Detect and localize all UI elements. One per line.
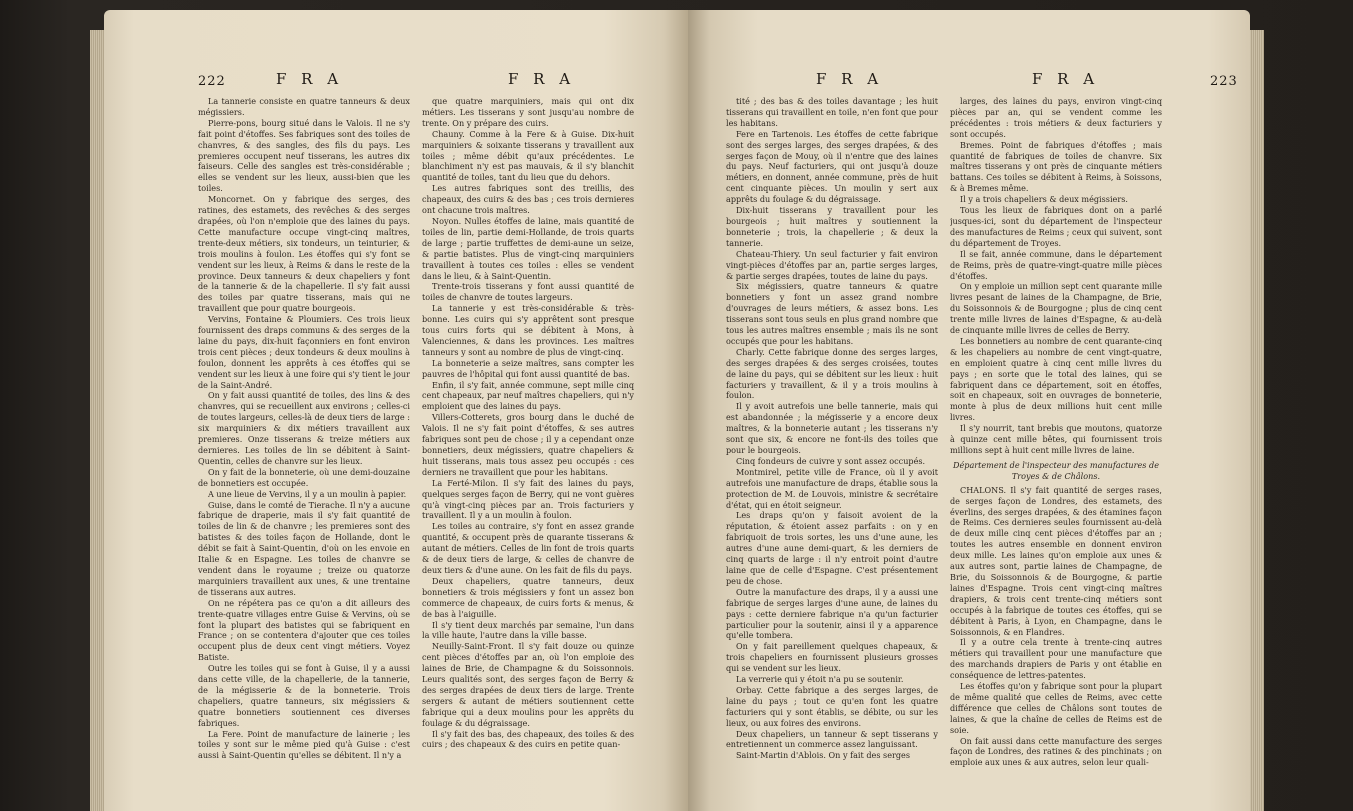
left-running-title-1: F R A [276,70,344,88]
paragraph: Les bonnetiers au nombre de cent quarante-cinq & les chapeliers au nombre de cent vingt-quatre, en emploient quatre à cinq cent mille livres du pays ; en sorte que le total des laines, qui se fabriquent dans ce département, soit en étoffes, soit en chapeaux, soit en ouvrages de bonneterie, monte à plus de deux millions huit cent mille livres. [950,335,1162,423]
paragraph: La tannerie y est très-considérable & très-bonne. Les cuirs qui s'y apprêtent sont presque tous cuirs forts qui se débitent à Mons, à Valenciennes, & dans les provinces. Les maîtres tanneurs y sont au nombre de plus de vingt-cinq. [422,303,634,357]
paragraph: Dix-huit tisserans y travaillent pour les bourgeois ; huit maîtres y soutiennent la bonneterie ; trois, la chapellerie ; & deux la tannerie. [726,205,938,248]
left-column-2 [422,96,634,801]
paragraph: Pierre-pons, bourg situé dans le Valois. Il ne s'y fait point d'étoffes. Ses fabriques sont des toiles de chanvres, & des sangles, des fils du pays. Les premieres occupent neuf tisserans, les autres dix faiseurs. Celle des sangles est très-considérable ; elles se vendent sur les lieux, aussi-bien que les toiles. [198,117,410,194]
paragraph: Il se fait, année commune, dans le département de Reims, près de quatre-vingt-quatre mille pièces d'étoffes. [950,248,1162,281]
paragraph: Villers-Cotterets, gros bourg dans le duché de Valois. Il ne s'y fait point d'étoffes, & ses autres fabriques sont peu de chose ; il y a cependant onze bonnetiers, deux mégissiers, quatre chapeliers & huit tisserans, mais tous assez peu occupés : ces derniers ne travaillent que pour les habitans. [422,412,634,477]
paragraph: Bremes. Point de fabriques d'étoffes ; mais quantité de fabriques de toiles de chanvre. Six maîtres tisserans y ont près de cinquante métiers battans. Ces toiles se débitent à Reims, à Soissons, & à Bremes même. [950,139,1162,194]
paragraph: Chateau-Thiery. Un seul facturier y fait environ vingt-pièces d'étoffes par an, partie serges larges, & partie serges drapées, toutes de laine du pays. [726,248,938,281]
paragraph: Neuilly-Saint-Front. Il s'y fait douze ou quinze cent pièces d'étoffes par an, où l'on emploie des laines de Brie, de Champagne & du Soissonnois. Leurs qualités sont, des serges façon de Berry & des serges drapées de deux tiers de large. Trente sergers & autant de métiers soutiennent cette fabrique qui a deux moulins pour les apprêts du foulage & du dégraissage. [422,641,634,728]
right-running-title-1: F R A [816,70,884,88]
paragraph: Outre les toiles qui se font à Guise, il y a aussi dans cette ville, de la chapellerie, de la tannerie, de la mégisserie & de la bonneterie. Trois chapeliers, quatre tanneurs, six mégissiers & quatre bonnetiers soutiennent ces diverses fabriques. [198,663,410,728]
right-page [688,10,1250,811]
paragraph: Deux chapeliers, quatre tanneurs, deux bonnetiers & trois mégissiers y font un assez bon commerce de chapeaux, de cuirs forts & menus, & de bas à l'aiguille. [422,575,634,619]
paragraph: La verrerie qui y étoit n'a pu se soutenir. [736,674,904,685]
paragraph: que quatre marquiniers, mais qui ont dix métiers. Les tisserans y sont jusqu'au nombre de trente. On y prépare des cuirs. [422,96,634,128]
paragraph: Il y a trois chapeliers & deux mégissiers. [960,194,1128,205]
paragraph: Les toiles au contraire, s'y font en assez grande quantité, & occupent près de quarante tisserans & autant de métiers. Celles de lin font de trois quarts & de deux tiers de large, & celles de chanvre de deux tiers & d'une aune. On les fait de fils du pays. [422,521,634,575]
paragraph: Il y avoit autrefois une belle tannerie, mais qui est abandonnée ; la mégisserie y a encore deux maîtres, & la bonneterie autant ; les tisserans n'y sont que six, & encore ne font-ils des toiles que pour le bourgeois. [726,401,938,455]
paragraph: Tous les lieux de fabriques dont on a parlé jusques-ici, sont du département de l'inspecteur des manufactures de Reims ; ceux qui suivent, sont du département de Troyes. [950,205,1162,248]
right-running-head [688,70,1250,92]
paragraph: Montmirel, petite ville de France, où il y avoit autrefois une manufacture de draps, établie sous la protection de M. de Louvois, ministre & secrétaire d'état, qui en étoit seigneur. [726,466,938,510]
left-column-1 [198,96,410,801]
right-column-1 [726,96,938,801]
paragraph: On y fait pareillement quelques chapeaux, & trois chapeliers en fournissent plusieurs grosses qui se vendent sur les lieux. [726,641,938,674]
right-page-edge [1250,30,1264,811]
paragraph: On fait aussi dans cette manufacture des serges façon de Londres, des ratines & des pinchinats ; on emploie aux unes & aux autres, selon leur quali- [950,735,1162,768]
paragraph: Trente-trois tisserans y font aussi quantité de toiles de chanvre de toutes largeurs. [422,281,634,303]
paragraph: On y emploie un million sept cent quarante mille livres pesant de laines de la Champagne, de Brie, du Soissonnois & de Bourgogne ; plus de cinq cent trente mille livres de laines d'Espagne, & au-delà de cinquante mille livres de celles de Berry. [950,281,1162,336]
paragraph: Il s'y fait des bas, des chapeaux, des toiles & des cuirs ; des chapeaux & des cuirs en petite quan- [422,728,634,750]
paragraph: La bonneterie a seize maîtres, sans compter les pauvres de l'hôpital qui font aussi quantité de bas. [422,357,634,379]
paragraph: Enfin, il s'y fait, année commune, sept mille cinq cent chapeaux, par neuf maîtres chapeliers, qui n'y emploient que des laines du pays. [422,379,634,412]
right-column-2 [950,96,1162,801]
left-page-number: 222 [198,74,226,89]
left-running-title-2: F R A [508,70,576,88]
paragraph: On ne répétera pas ce qu'on a dit ailleurs des trente-quatre villages entre Guise & Vervins, où se font la plupart des batistes qui se fabriquent en France ; on se contentera d'ajouter que ces toiles occupent plus de deux cent vingt métiers. Voyez Batiste. [198,597,410,663]
paragraph: On y fait aussi quantité de toiles, des lins & des chanvres, qui se recueillent aux environs ; celles-ci de toutes largeurs, celles-là de deux tiers de large : six marquiniers & dix métiers travaillent aux premieres. Onze tisserans & treize métiers aux dernieres. Les toiles de lin se débitent à Saint-Quentin, celles de chanvre sur les lieux. [198,390,410,466]
paragraph: Guise, dans le comté de Tierache. Il n'y a aucune fabrique de draperie, mais il s'y fait quantité de toiles de lin & de chanvre ; les premieres sont des batistes & des toiles façon de Hollande, dont le débit se fait à Saint-Quentin, d'où on les envoie en Italie & en Espagne. Les toiles de chanvre se vendent dans le royaume ; treize ou quatorze marquiniers travaillent aux unes, & une trentaine de tisserans aux autres. [198,499,410,597]
paragraph: tité ; des bas & des toiles davantage ; les huit tisserans qui travaillent en toile, n'en font que pour les habitans. [726,96,938,128]
paragraph: La Ferté-Milon. Il s'y fait des laines du pays, quelques serges façon de Berry, qui ne vont guères qu'à vingt-cinq pièces par an. Trois facturiers y travaillent. Il y a un moulin à foulon. [422,477,634,521]
paragraph: Il s'y nourrit, tant brebis que moutons, quatorze à quinze cent mille bêtes, qui fournissent trois millions sept à huit cent mille livres de laine. [950,423,1162,455]
paragraph: Charly. Cette fabrique donne des serges larges, des serges drapées & des serges croisées, toutes de laine du pays, qui se débitent sur les lieux : huit facturiers y travaillent, & il y a trois moulins à foulon. [726,346,938,401]
right-page-number: 223 [1210,74,1238,89]
paragraph: La tannerie consiste en quatre tanneurs & deux mégissiers. [198,96,410,117]
paragraph: Il y a outre cela trente à trente-cinq autres métiers qui travaillent pour une manufacture que des marchands drapiers de Paris y ont établie en conséquence de lettres-patentes. [950,637,1162,681]
paragraph: Fere en Tartenois. Les étoffes de cette fabrique sont des serges larges, des serges drapées, & des serges façon de Mouy, où il n'entre que des laines du pays. Neuf facturiers, qui ont jusqu'à douze métiers, en donnent, année commune, près de huit cent cinquante pièces. Un moulin y sert aux apprêts du foulage & du dégraissage. [726,128,938,205]
paragraph: Deux chapeliers, un tanneur & sept tisserans y entretiennent un commerce assez languissant. [726,728,938,750]
paragraph: Les étoffes qu'on y fabrique sont pour la plupart de même qualité que celles de Reims, avec cette différence que celles de Châlons sont toutes de laines, & que la chaîne de celles de Reims est de soie. [950,681,1162,735]
right-running-title-2: F R A [1032,70,1100,88]
paragraph: On y fait de la bonneterie, où une demi-douzaine de bonnetiers est occupée. [198,466,410,488]
paragraph: Chauny. Comme à la Fere & à Guise. Dix-huit marquiniers & soixante tisserans y travaillent aux toiles ; même débit qu'aux précédentes. Le blanchiment n'y est pas mauvais, & il s'y blanchit quantité de toiles, tant du lieu que du dehors. [422,128,634,183]
paragraph: Noyon. Nulles étoffes de laine, mais quantité de toiles de lin, partie demi-Hollande, de trois quarts de large ; partie truffettes de demi-aune un seize, & partie batistes. Plus de vingt-cinq marquiniers travaillent à toutes ces toiles : elles se vendent dans le lieu, & à Saint-Quentin. [422,215,634,281]
paragraph: La Fere. Point de manufacture de lainerie ; les toiles y sont sur le même pied qu'à Guise : c'est aussi à Saint-Quentin qu'elles se débitent. Il n'y a [198,728,410,761]
paragraph: A une lieue de Vervins, il y a un moulin à papier. [208,488,407,499]
paragraph: larges, des laines du pays, environ vingt-cinq pièces par an, qui se vendent comme les précédentes : trois métiers & deux facturiers y sont occupés. [950,96,1162,139]
paragraph: Orbay. Cette fabrique a des serges larges, de laine du pays ; tout ce qu'en font les quatre facturiers qui y sont établis, se débite, ou sur les lieux, ou aux foires des environs. [726,684,938,728]
paragraph: Vervins, Fontaine & Ploumiers. Ces trois lieux fournissent des draps communs & des serges de la laine du pays, dix-huit façonniers en font environ trois cent pièces ; deux tondeurs & deux moulins à foulon, donnent les apprêts à ces étoffes qui se vendent sur les lieux à une foire qui s'y tient le jour de la Saint-André. [198,314,410,390]
left-page [104,10,688,811]
paragraph: Outre la manufacture des draps, il y a aussi une fabrique de serges larges d'une aune, de laines du pays : cette derniere fabrique n'a qu'un facturier particulier pour la soutenir, ainsi il y a apparence qu'elle tombera. [726,586,938,641]
paragraph: Moncornet. On y fabrique des serges, des ratines, des estamets, des revêches & des serges drapées, où l'on n'emploie que des laines du pays. Cette manufacture occupe vingt-cinq maîtres, trente-deux métiers, six tondeurs, un teinturier, & trois moulins à foulon. Les étoffes qui s'y font se vendent sur les lieux, à Reims & dans le reste de la province. Deux tanneurs & deux chapeliers y font de la tannerie & de la chapellerie. Il s'y fait aussi des toiles par quatre tisserans, mais qui ne travaillent que pour quatre bourgeois. [198,194,410,314]
paragraph: Les autres fabriques sont des treillis, des chapeaux, des cuirs & des bas ; ces trois dernieres ont chacune trois maîtres. [422,183,634,216]
paragraph: Il s'y tient deux marchés par semaine, l'un dans la ville haute, l'autre dans la ville basse. [422,619,634,641]
paragraph: CHALONS. Il s'y fait quantité de serges rases, de serges façon de Londres, des estamets, des éverlins, des serges drapées, & des étamines façon de Reims. Ces dernieres seules fournissent au-delà de deux mille cinq cent pièces d'étoffes par an ; toutes les autres ensemble en donnent environ deux mille. Les laines qu'on emploie aux unes & aux autres sont, partie laines de Champagne, de Brie, du Soissonnois & de Bourgogne, & partie laines d'Espagne. Trois cent vingt-cinq maîtres drapiers, & trois cent trente-cinq métiers sont occupés à la fabrique de toutes ces étoffes, qui se débitent à Paris, à Lyon, en Champagne, dans le Soissonnois, & en Flandres. [950,484,1162,637]
paragraph: Cinq fondeurs de cuivre y sont assez occupés. [736,455,926,466]
paragraph: Département de l'inspecteur des manufactures de Troyes & de Châlons. [952,459,1159,481]
paragraph: Six mégissiers, quatre tanneurs & quatre bonnetiers y font un assez grand nombre d'ouvrages de leurs métiers, & assez bons. Les tisserans sont tous seuls en plus grand nombre que tous les autres maîtres ensemble ; mais ils ne sont occupés que pour les habitans. [726,281,938,346]
paragraph: Saint-Martin d'Ablois. On y fait des serges [736,750,910,761]
left-running-head [104,70,688,92]
paragraph: Les draps qu'on y faisoit avoient de la réputation, & étoient assez parfaits : on y en fabriquoit de trois sortes, les uns d'une aune, les autres d'une aune demi-quart, & les derniers de cinq quarts de large : il n'y entroit point d'autre laine que de celle d'Espagne. C'est présentement peu de chose. [726,510,938,586]
left-page-edge [90,30,104,811]
